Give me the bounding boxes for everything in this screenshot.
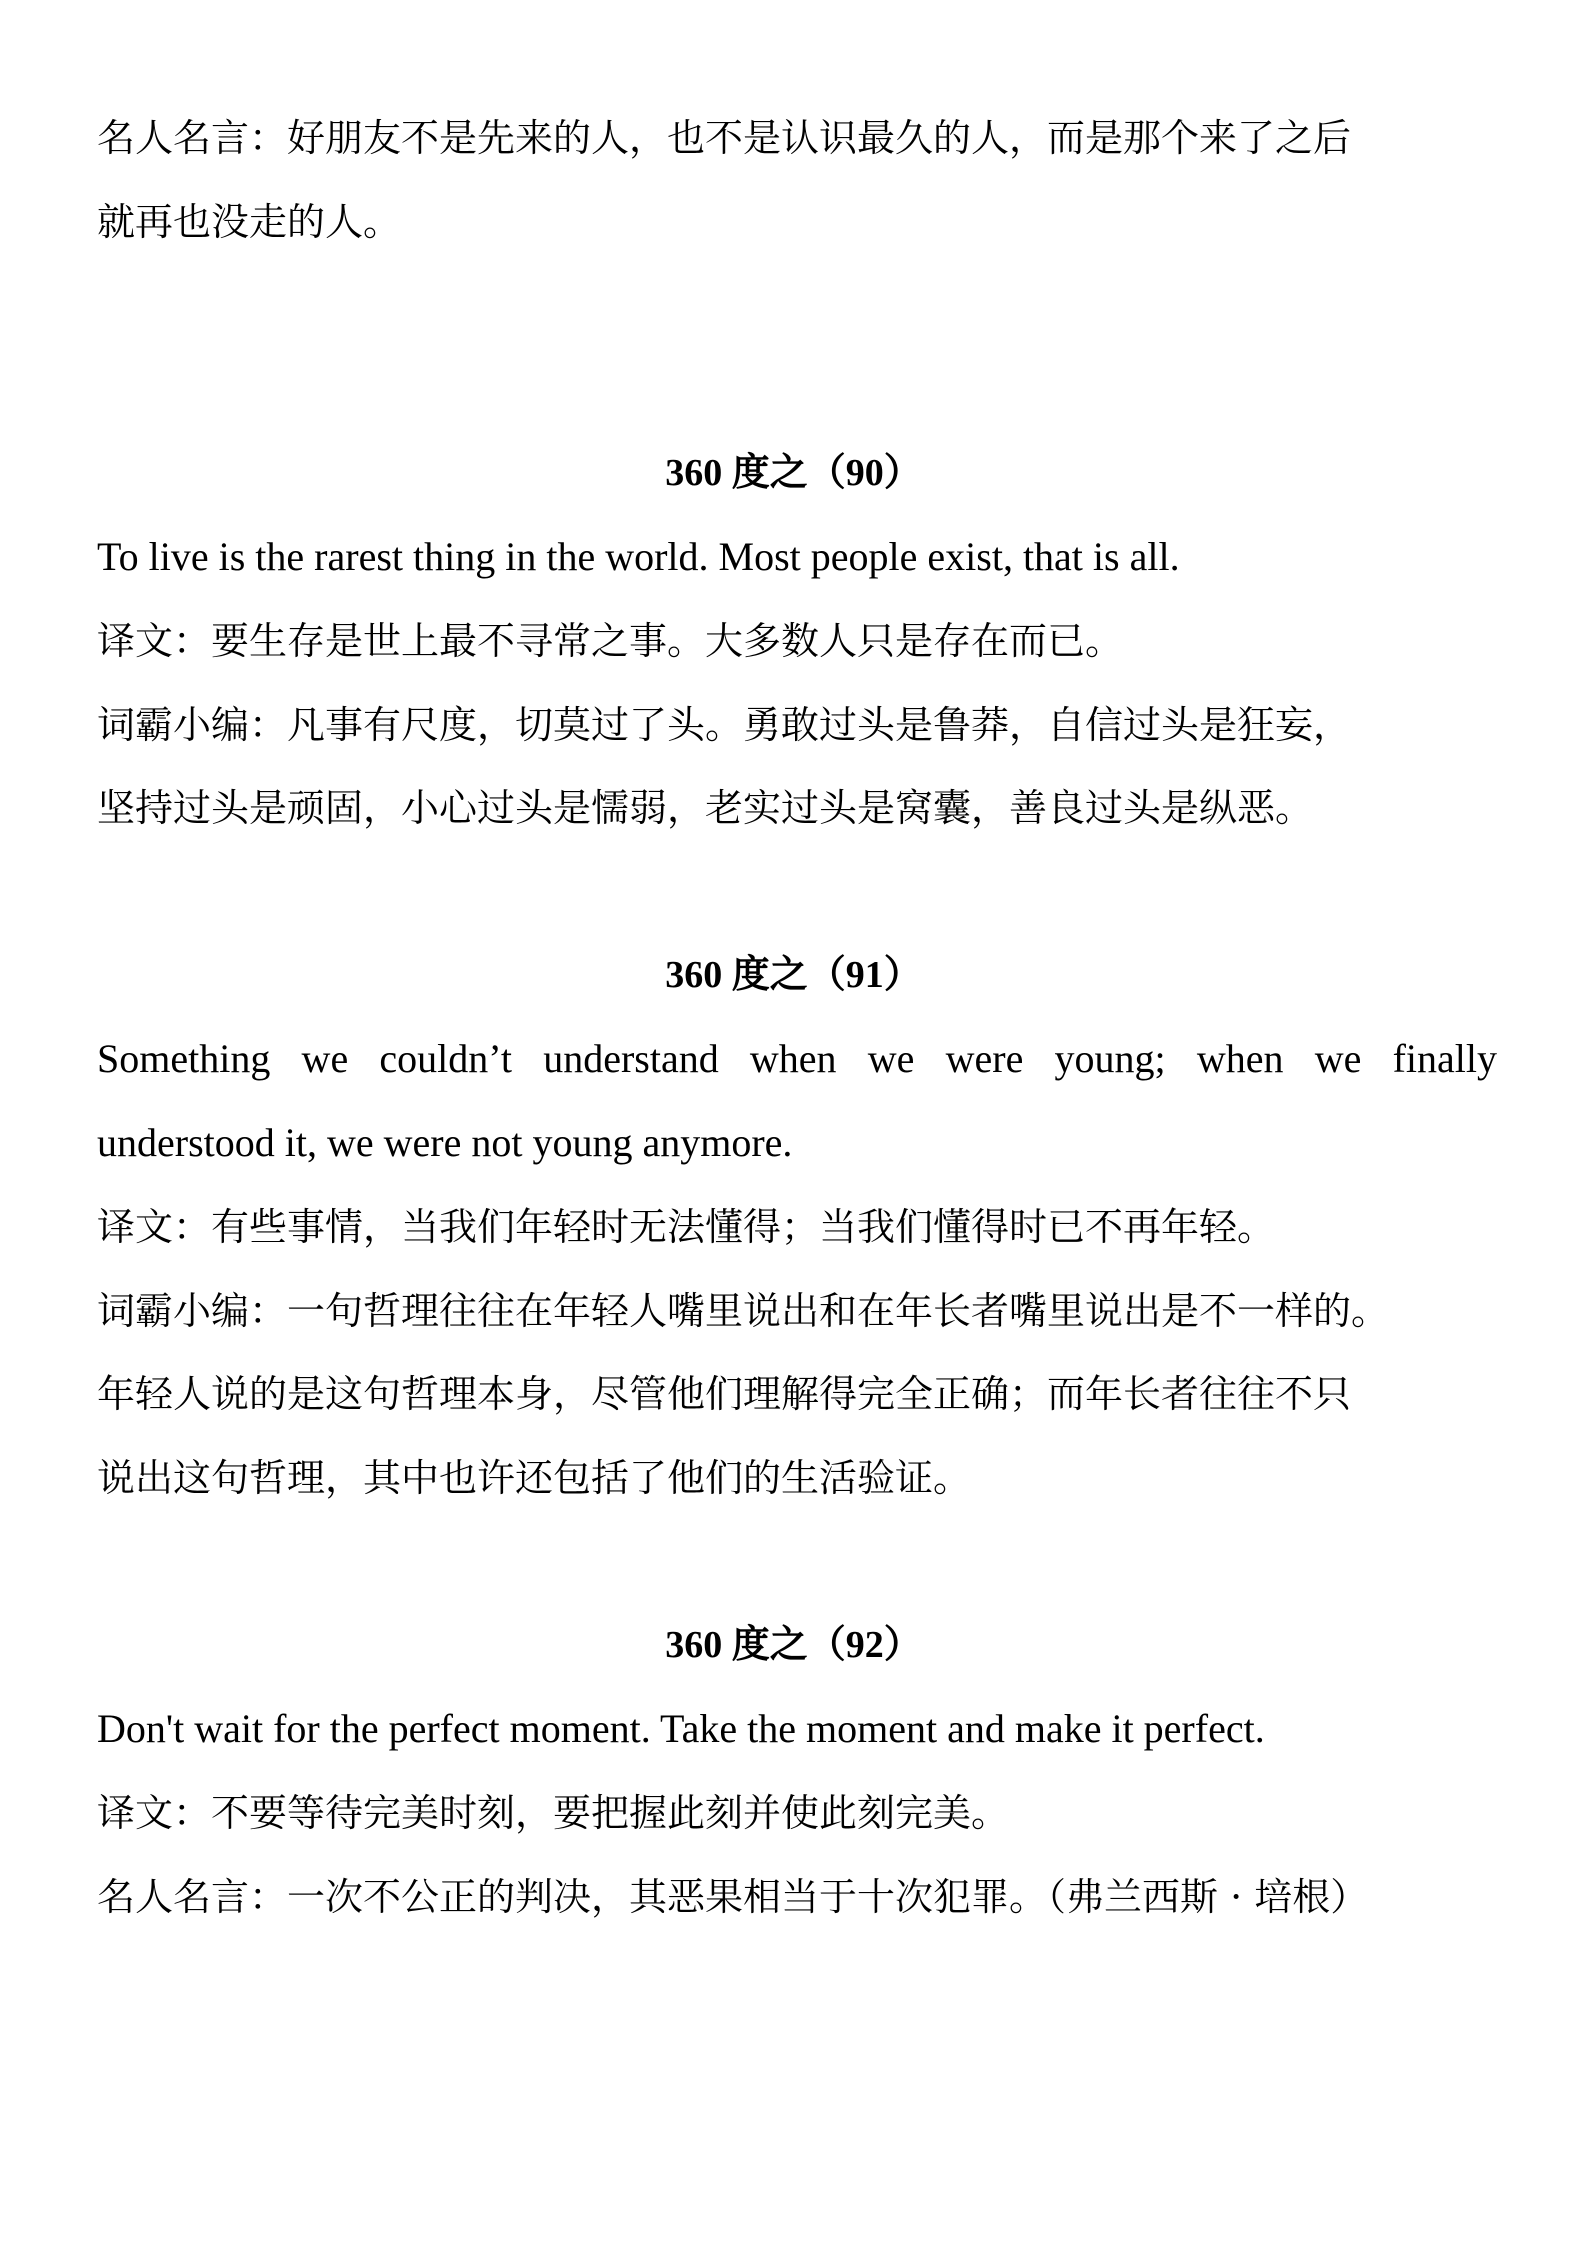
section-92-quote: 名人名言：一次不公正的判决，其恶果相当于十次犯罪。（弗兰西斯 · 培根） [97, 1875, 1369, 1919]
section-92-heading: 360 度之（92） [665, 1624, 922, 1666]
intro-quote-line-2: 就再也没走的人。 [97, 200, 402, 244]
section-92-translation: 译文：不要等待完美时刻，要把握此刻并使此刻完美。 [97, 1791, 1010, 1835]
section-91-heading: 360 度之（91） [665, 954, 922, 996]
section-91-translation: 译文：有些事情，当我们年轻时无法懂得；当我们懂得时已不再年轻。 [97, 1205, 1276, 1249]
section-91-note-line-2: 年轻人说的是这句哲理本身，尽管他们理解得完全正确；而年长者往往不只 [97, 1372, 1352, 1416]
intro-quote-line-1: 名人名言：好朋友不是先来的人，也不是认识最久的人，而是那个来了之后 [97, 116, 1352, 160]
section-91-english-line-1: Something we couldn’t understand when we were young; when we finally [97, 1036, 1497, 1081]
section-90-note-line-2: 坚持过头是顽固，小心过头是懦弱，老实过头是窝囊，善良过头是纵恶。 [97, 786, 1314, 830]
section-91-note-line-1: 词霸小编：一句哲理往往在年轻人嘴里说出和在年长者嘴里说出是不一样的。 [97, 1289, 1390, 1333]
section-90-english: To live is the rarest thing in the world. Most people exist, that is all. [97, 534, 1180, 579]
section-90-note-line-1: 词霸小编：凡事有尺度，切莫过了头。勇敢过头是鲁莽，自信过头是狂妄， [97, 703, 1352, 747]
section-90-heading: 360 度之（90） [665, 452, 922, 494]
section-91-english-line-2: understood it, we were not young anymore. [97, 1120, 793, 1165]
section-92-english: Don't wait for the perfect moment. Take the moment and make it perfect. [97, 1706, 1265, 1751]
section-90-translation: 译文：要生存是世上最不寻常之事。大多数人只是存在而已。 [97, 619, 1124, 663]
section-91-note-line-3: 说出这句哲理，其中也许还包括了他们的生活验证。 [97, 1456, 972, 1500]
